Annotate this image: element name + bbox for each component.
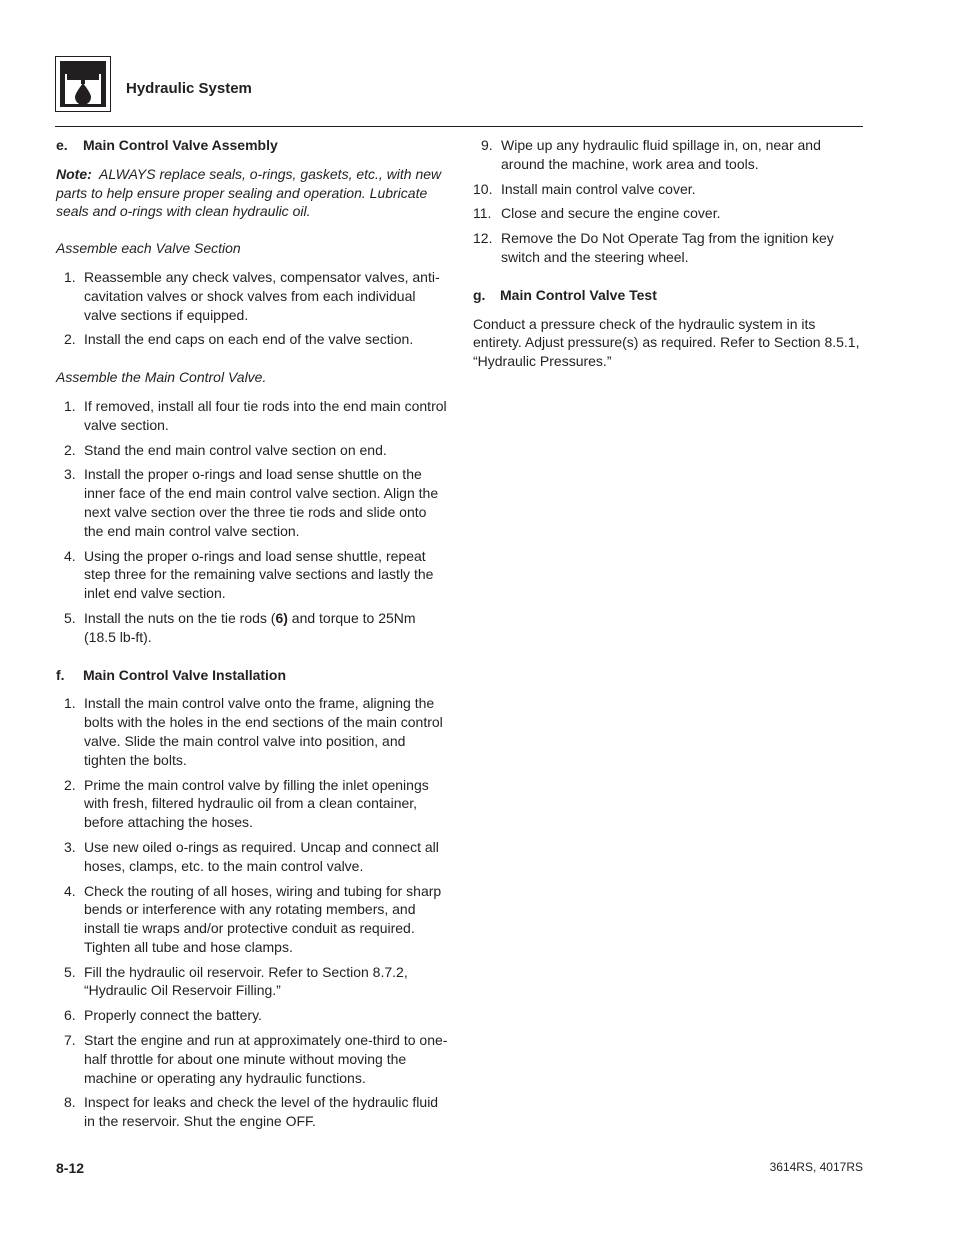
step-text: Fill the hydraulic oil reservoir. Refer to Section 8.7.2, “Hydraulic Oil Reservoir Filling.” [84, 963, 408, 999]
page-header-title: Hydraulic System [126, 80, 252, 97]
step-text: Prime the main control valve by filling the inlet openings with fresh, filtered hydraulic oil from a clean container, before attaching the hoses. [84, 776, 429, 831]
step-number: 3. [64, 838, 76, 855]
list-item [56, 330, 448, 349]
step-text: Check the routing of all hoses, wiring and tubing for sharp bends or interference with any rotating members, and install tie wraps and/or protective conduit as required. Tighten all tube and hose clamps. [84, 882, 442, 955]
section-title: Main Control Valve Assembly [83, 137, 278, 153]
list-item [56, 963, 448, 1001]
section-letter: f. [56, 666, 65, 683]
step-number: 5. [64, 609, 76, 626]
subheading-valve-section: Assemble each Valve Section [56, 240, 241, 257]
step-number: 5. [64, 963, 76, 980]
list-item [56, 882, 448, 957]
step-text: Close and secure the engine cover. [501, 205, 721, 222]
test-paragraph: Conduct a pressure check of the hydraulic system in its entirety. Adjust pressure(s) as required. Refer to Section 8.5.1, “Hydraulic Pressures.” [473, 315, 860, 370]
hydraulic-cylinder-icon [59, 60, 107, 108]
section-letter: g. [473, 286, 486, 303]
right-column [473, 136, 865, 371]
steps-valve-section [56, 268, 448, 349]
steps-main-valve [56, 397, 448, 647]
list-item [473, 180, 865, 199]
list-item [473, 204, 865, 223]
step-text: Reassemble any check valves, compensator valves, anti-cavitation valves or shock valves from each individual valve sections if equipped. [84, 268, 440, 323]
list-item [56, 465, 448, 540]
step-text: Wipe up any hydraulic fluid spillage in, on, near and around the machine, work area and tools. [501, 137, 821, 172]
step-number: 4. [64, 547, 76, 564]
header-divider [55, 126, 863, 127]
step-number: 11. [473, 205, 492, 222]
step-text: Properly connect the battery. [84, 1007, 262, 1024]
left-column [56, 136, 448, 1137]
list-item [473, 229, 865, 267]
step-number: 2. [64, 331, 76, 348]
step-text: Install main control valve cover. [501, 180, 696, 197]
list-item [56, 1093, 448, 1131]
step-number: 4. [64, 882, 76, 899]
step-text-part: Install the nuts on the tie rods ( [84, 609, 276, 626]
step-number: 1. [64, 397, 76, 414]
step-number: 8. [64, 1094, 76, 1111]
model-numbers: 3614RS, 4017RS [769, 1160, 863, 1174]
section-f-heading [56, 666, 448, 685]
step-number: 6. [64, 1007, 76, 1024]
step-text: Stand the end main control valve section on end. [84, 441, 387, 458]
step-number: 1. [64, 695, 76, 712]
note-text: ALWAYS replace seals, o-rings, gaskets, etc., with new parts to help ensure proper sealing and operation. Lubricate seals and o-rings with clean hydraulic oil. [56, 165, 442, 220]
step-number: 3. [64, 466, 76, 483]
list-item [56, 268, 448, 324]
list-item [56, 609, 448, 647]
page-number: 8-12 [56, 1160, 85, 1176]
step-text [84, 609, 448, 647]
step-number: 9. [481, 137, 493, 153]
step-number: 1. [64, 268, 76, 285]
list-item [56, 694, 448, 769]
list-item [56, 776, 448, 832]
steps-installation-continued [473, 136, 865, 267]
step-number: 12. [473, 230, 493, 247]
step-text: Install the end caps on each end of the valve section. [84, 331, 414, 348]
steps-installation [56, 694, 448, 1131]
note-paragraph [56, 165, 448, 221]
section-title: Main Control Valve Test [500, 286, 657, 303]
step-text: Use new oiled o-rings as required. Uncap and connect all hoses, clamps, etc. to the main control valve. [84, 838, 439, 874]
section-g-heading [473, 286, 865, 305]
step-text: Start the engine and run at approximately one-third to one-half throttle for about one minute without moving the machine or operating any hydraulic functions. [84, 1032, 448, 1086]
section-letter: e. [56, 137, 68, 153]
section-logo [55, 56, 111, 112]
list-item [56, 397, 448, 435]
list-item [56, 1031, 448, 1087]
step-text: Remove the Do Not Operate Tag from the ignition key switch and the steering wheel. [501, 230, 834, 265]
step-text: Using the proper o-rings and load sense shuttle, repeat step three for the remaining valve sections and lastly the inlet end valve section. [84, 547, 434, 602]
step-text: Install the proper o-rings and load sense shuttle on the inner face of the end main control valve section. Align the next valve section over the three tie rods and slide onto the end main control valve section. [84, 466, 439, 539]
section-e-heading [56, 136, 448, 155]
step-number: 10. [473, 180, 493, 197]
note-label: Note: [56, 165, 92, 182]
step-text: Inspect for leaks and check the level of the hydraulic fluid in the reservoir. Shut the engine OFF. [84, 1094, 439, 1130]
list-item [56, 1006, 448, 1025]
step-text: If removed, install all four tie rods into the end main control valve section. [84, 397, 447, 433]
step-text: Install the main control valve onto the frame, aligning the bolts with the holes in the end sections of the main control valve. Slide the main control valve into position, and tighten the bolts. [84, 695, 443, 768]
list-item [56, 838, 448, 876]
step-number: 2. [64, 776, 76, 793]
list-item [473, 136, 865, 174]
section-title: Main Control Valve Installation [83, 666, 287, 683]
subheading-main-valve: Assemble the Main Control Valve. [56, 369, 267, 386]
list-item [56, 441, 448, 460]
list-item [56, 547, 448, 603]
step-number: 2. [64, 441, 76, 458]
step-number: 7. [64, 1032, 76, 1049]
step-text-part: and torque to 25Nm (18.5 lb-ft). [84, 609, 416, 645]
callout-reference: 6) [275, 609, 288, 626]
